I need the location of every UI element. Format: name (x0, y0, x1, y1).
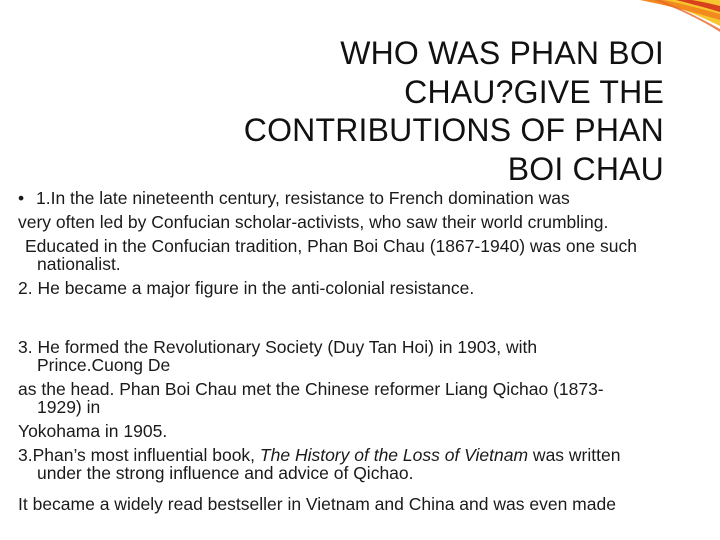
title-line-1: WHO WAS PHAN BOI (340, 35, 664, 71)
paragraph-line-6-continued: 1929) in (37, 397, 101, 417)
title-line-4: BOI CHAU (507, 150, 664, 187)
book-title: The History of the Loss of Vietnam (259, 445, 529, 465)
line-1-text: 1.In the late nineteenth century, resistance to French domination was (36, 188, 570, 208)
bullet-icon: • (18, 188, 25, 208)
paragraph-line-9: It became a widely read bestseller in Vietnam and China and was even made (18, 494, 616, 514)
line-8-end: was written (528, 445, 621, 465)
paragraph-line-3-continued: nationalist. (37, 254, 121, 274)
slide-body (18, 186, 720, 514)
paragraph-line-5-continued: Prince.Cuong De (37, 355, 171, 375)
paragraph-line-2: very often led by Confucian scholar-activists, who saw their world crumbling. (18, 212, 609, 232)
paragraph-line-5: 3. He formed the Revolutionary Society (Duy Tan Hoi) in 1903, with (18, 337, 538, 357)
paragraph-line-3: Educated in the Confucian tradition, Phan Boi Chau (1867-1940) was one such (25, 236, 637, 256)
paragraph-line-1 (18, 186, 720, 210)
title-line-2: CHAU?GIVE THE (404, 73, 664, 110)
title-line-3: CONTRIBUTIONS OF PHAN (243, 112, 664, 148)
paragraph-line-4: 2. He became a major figure in the anti-colonial resistance. (18, 278, 475, 298)
paragraph-line-6: as the head. Phan Boi Chau met the Chinese reformer Liang Qichao (1873- (18, 379, 604, 399)
slide-title (144, 34, 664, 188)
spacer (18, 300, 720, 311)
line-8-start: 3.Phan’s most influential book, (18, 445, 260, 465)
paragraph-line-7: Yokohama in 1905. (18, 421, 168, 441)
paragraph-line-8-continued: under the strong influence and advice of Qichao. (37, 463, 414, 483)
